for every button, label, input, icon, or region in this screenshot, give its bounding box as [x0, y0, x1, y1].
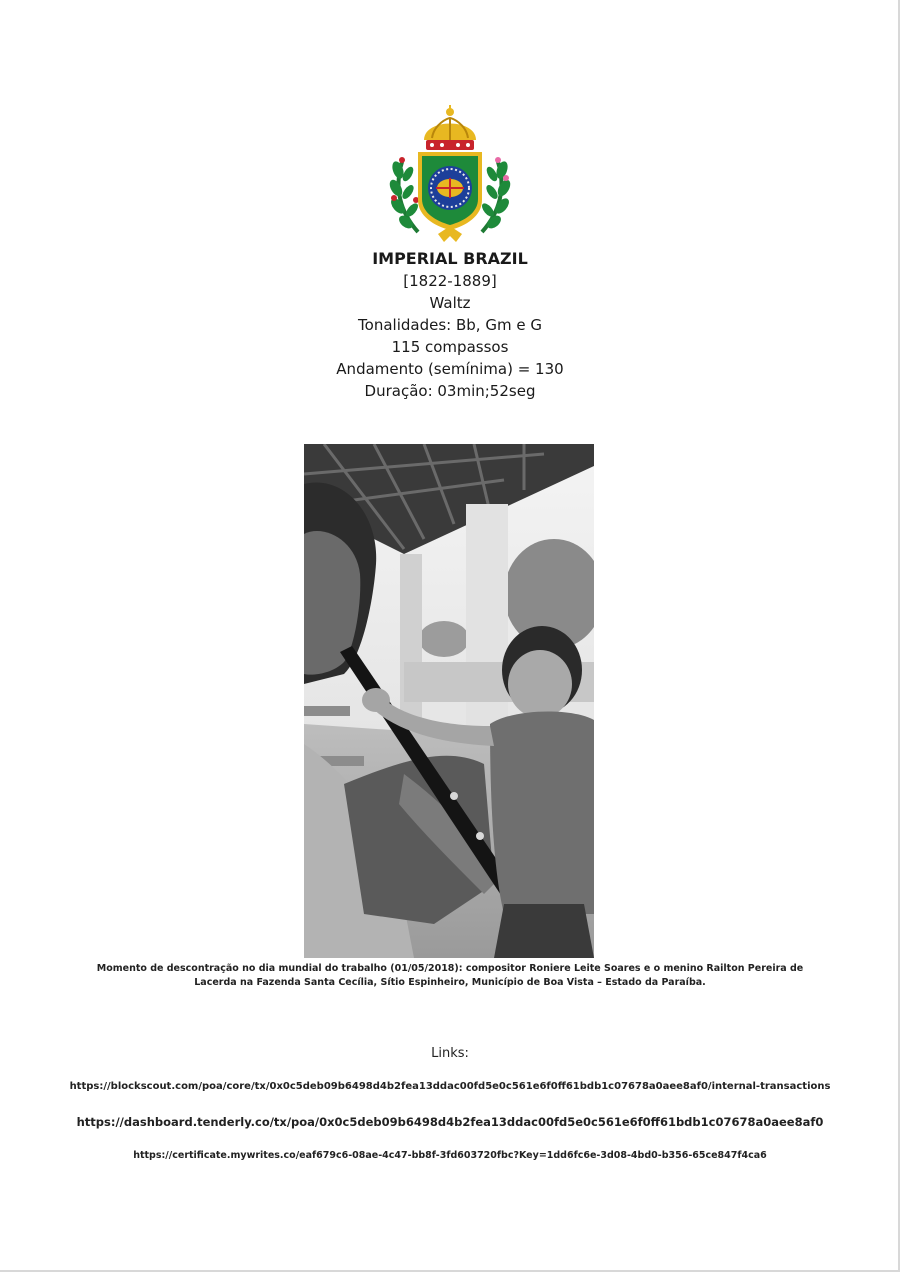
photograph — [304, 444, 594, 958]
crown-icon — [424, 105, 476, 150]
tempo-line: Andamento (semínima) = 130 — [336, 360, 564, 378]
link-tenderly[interactable]: https://dashboard.tenderly.co/tx/poa/0x0c5deb09b6498d4b2fea13ddac00fd5e0c561e6f0ff61bdb1c07678a0aee8af0 — [76, 1115, 824, 1129]
keys-line: Tonalidades: Bb, Gm e G — [358, 316, 542, 334]
right-branch — [480, 157, 512, 232]
photo-caption: Momento de descontração no dia mundial do trabalho (01/05/2018): compositor Roniere Leite Soares e o menino Railton Pereira de Lacerda na Fazenda Santa Cecília, Sítio Espinheiro, Município de Boa Vista – Estado da Paraíba. — [96, 963, 804, 988]
header-block — [0, 248, 900, 402]
photograph-scene — [304, 444, 594, 958]
genre-line: Waltz — [429, 294, 471, 312]
duration-line: Duração: 03min;52seg — [364, 382, 536, 400]
measures-line: 115 compassos — [391, 338, 509, 356]
years-line: [1822-1889] — [403, 272, 497, 290]
link-certificate[interactable]: https://certificate.mywrites.co/eaf679c6-08ae-4c47-bb8f-3fd603720fbc?Key=1dd6fc6e-3d08-4bd0-b356-65ce847f4ca6 — [133, 1150, 767, 1161]
left-branch — [388, 157, 420, 232]
link-blockscout[interactable]: https://blockscout.com/poa/core/tx/0x0c5deb09b6498d4b2fea13ddac00fd5e0c561e6f0ff61bdb1c07678a0aee8af0/internal-transactions — [69, 1081, 831, 1092]
links-heading: Links: — [431, 1046, 469, 1061]
imperial-coat-of-arms-emblem — [388, 104, 512, 246]
shield-icon — [418, 152, 482, 230]
page-title: IMPERIAL BRAZIL — [372, 249, 528, 268]
